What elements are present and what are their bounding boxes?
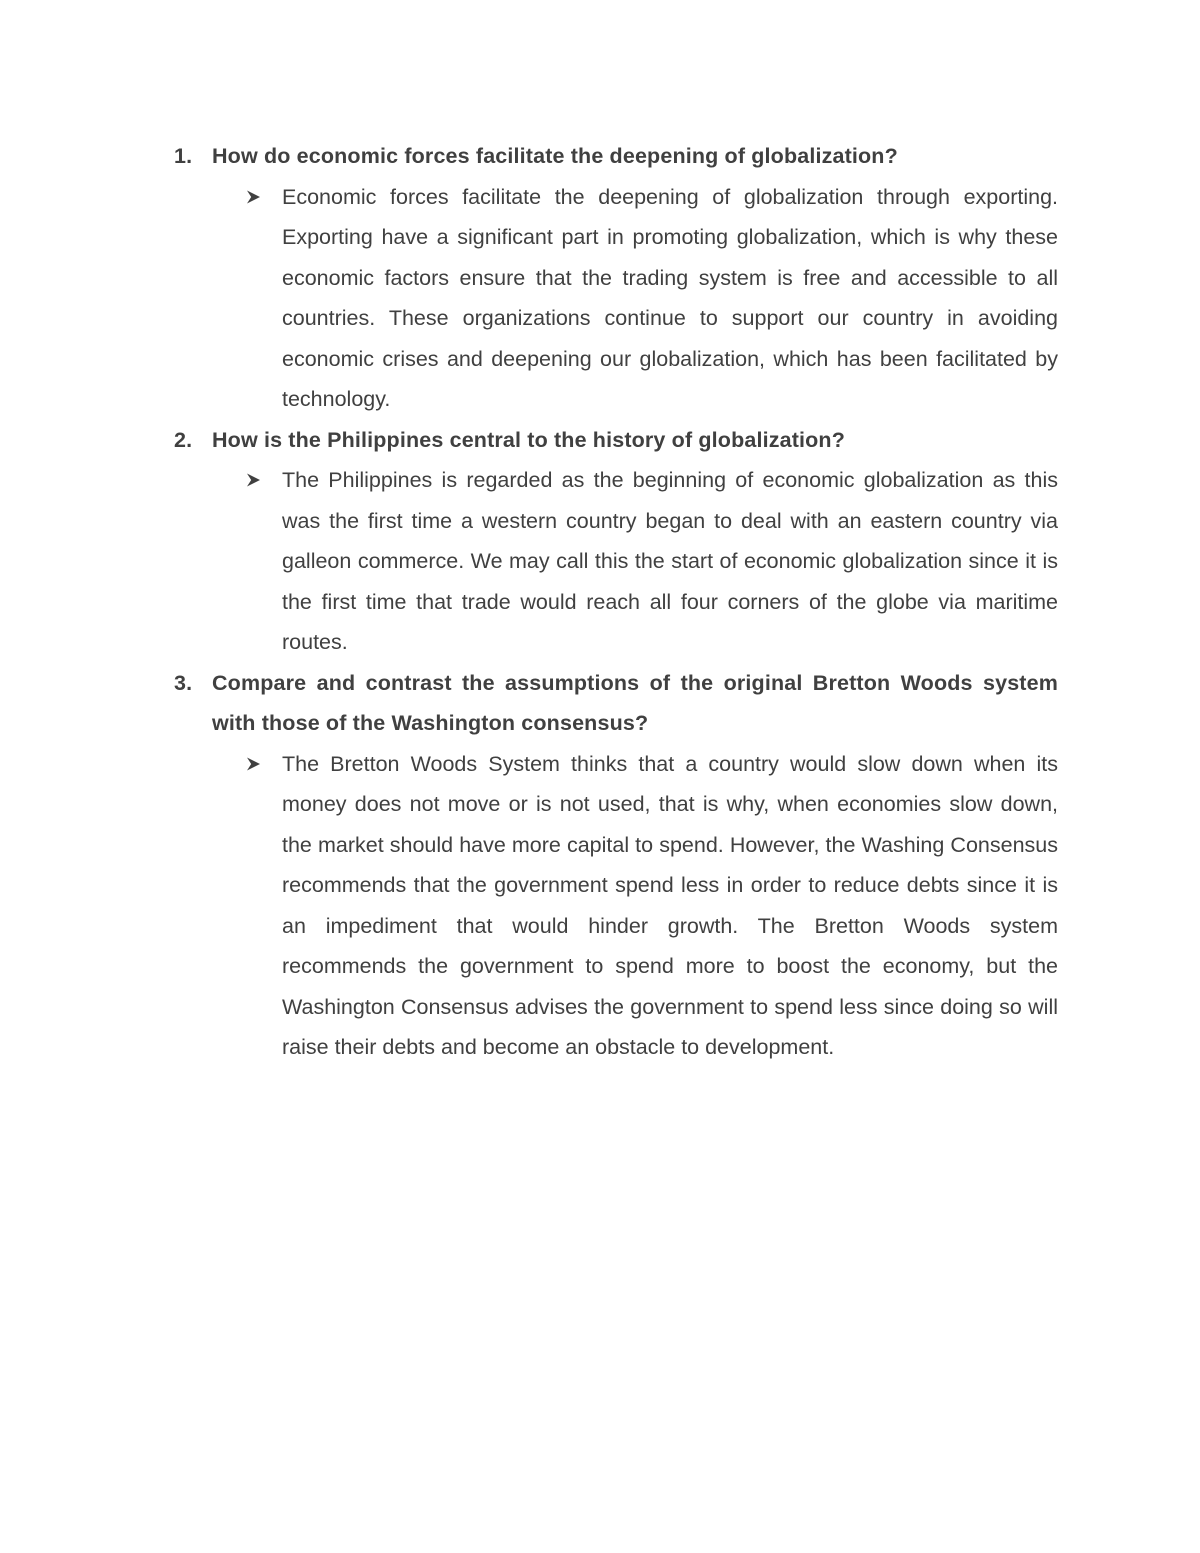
arrowhead-bullet-icon — [246, 460, 266, 500]
question-number: 2. — [174, 427, 193, 452]
question-number: 1. — [174, 144, 193, 168]
list-item — [172, 136, 1058, 420]
question-text: How do economic forces facilitate the deepening of globalization? — [212, 144, 898, 168]
answer-text: The Philippines is regarded as the beginning of economic globalization as this was the first time a western country began to deal with an eastern country via galleon commerce. We may call this the start of economic globalization since it is the first time that trade would reach all four corners of the globe via maritime routes. — [282, 468, 1058, 654]
question-row — [172, 420, 1058, 461]
question-row — [172, 663, 1058, 744]
list-item — [172, 663, 1058, 1068]
arrowhead-bullet-icon — [246, 744, 266, 784]
answer-text: The Bretton Woods System thinks that a country would slow down when its money does not move or is not used, that is why, when economies slow down, the market should have more capital to spend. However, the Washing Consensus recommends that the government spend less in order to reduce debts since it is an impediment that would hinder growth. The Bretton Woods system recommends the government to spend more to boost the economy, but the Washington Consensus advises the government to spend less since doing so will raise their debts and become an obstacle to development. — [282, 751, 1058, 1059]
answer-row — [172, 744, 1058, 1068]
answer-row — [172, 177, 1058, 420]
arrowhead-bullet-icon — [246, 177, 266, 217]
answer-row — [172, 460, 1058, 663]
list-item — [172, 420, 1058, 663]
question-row — [172, 136, 1058, 177]
answer-text: Economic forces facilitate the deepening of globalization through exporting. Exporting have a significant part in promoting globalization, which is why these economic factors ensure that the trading system is free and accessible to all countries. These organizations continue to support our country in avoiding economic crises and deepening our globalization, which has been facilitated by technology. — [282, 184, 1058, 411]
question-list — [172, 136, 1058, 1068]
question-text: Compare and contrast the assumptions of the original Bretton Woods system with those of the Washington consensus? — [212, 670, 1058, 735]
question-text: How is the Philippines central to the history of globalization? — [212, 427, 845, 452]
question-number: 3. — [174, 670, 193, 695]
